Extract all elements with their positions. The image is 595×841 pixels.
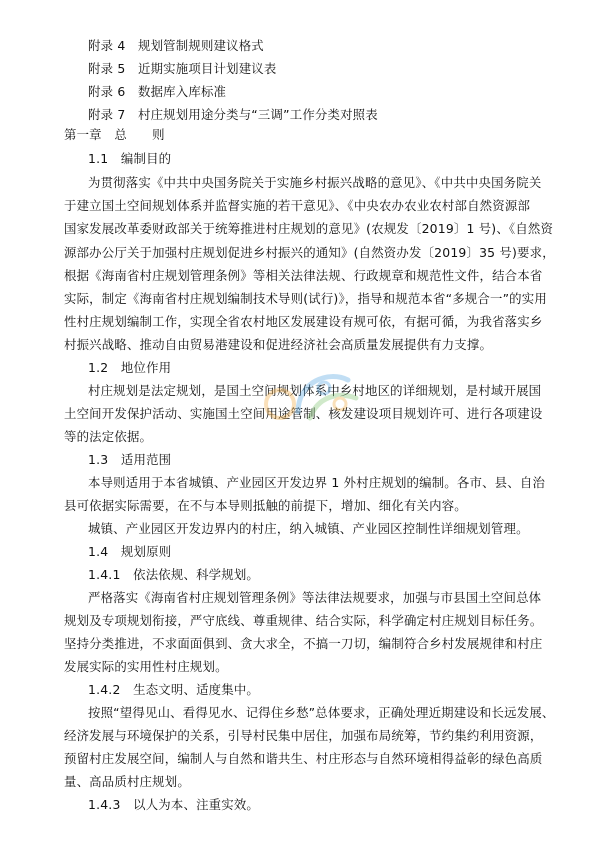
appendix-item-6: 附录 6 数据库入库标准 (88, 84, 227, 99)
appendix-item-7: 附录 7 村庄规划用途分类与“三调”工作分类对照表 (88, 107, 378, 122)
paragraph-line: 规划及专项规划衔接，严守底线、尊重规律、结合实际，科学确定村庄规划目标任务。 (64, 613, 543, 628)
section-heading-1-4: 1.4 规划原则 (88, 544, 172, 559)
paragraph-line: 坚持分类推进，不求面面俱到、贪大求全，不搞一刀切，编制符合乡村发展规律和村庄 (64, 636, 543, 651)
appendix-item-5: 附录 5 近期实施项目计划建议表 (88, 61, 277, 76)
paragraph-line: 土空间开发保护活动、实施国土空间用途管制、核发建设项目规划许可、进行各项建设 (64, 406, 543, 421)
appendix-item-4: 附录 4 规划管制规则建议格式 (88, 38, 264, 53)
paragraph-line: 经济发展与环境保护的关系，引导村民集中居住，加强布局统筹，节约集约利用资源， (64, 728, 543, 743)
paragraph-line: 等的法定依据。 (64, 429, 153, 444)
section-heading-1-2: 1.2 地位作用 (88, 360, 172, 375)
paragraph-line: 村振兴战略、推动自由贸易港建设和促进经济社会高质量发展提供有力支撑。 (64, 337, 493, 352)
paragraph-line: 性村庄规划编制工作，实现全省农村地区发展建设有规可依，有据可循，为我省落实乡 (64, 314, 543, 329)
paragraph-line: 国家发展改革委财政部关于统筹推进村庄规划的意见》(农规发〔2019〕1 号)、《自然资 (64, 221, 554, 236)
section-heading-1-4-1: 1.4.1 依法依规、科学规划。 (88, 567, 260, 582)
paragraph-line: 实际，制定《海南省村庄规划编制技术导则(试行)》，指导和规范本省“多规合一”的实用 (64, 291, 547, 306)
paragraph-line: 严格落实《海南省村庄规划管理条例》等法律法规要求，加强与市县国土空间总体 (88, 590, 542, 605)
paragraph-line: 量、高品质村庄规划。 (64, 774, 190, 789)
paragraph-line: 根据《海南省村庄规划管理条例》等相关法律法规、行政规章和规范性文件，结合本省 (64, 268, 543, 283)
paragraph-line: 发展实际的实用性村庄规划。 (64, 659, 228, 674)
paragraph-line: 村庄规划是法定规划，是国土空间规划体系中乡村地区的详细规划，是村域开展国 (88, 383, 542, 398)
paragraph-line: 为贯彻落实《中共中央国务院关于实施乡村振兴战略的意见》、《中共中央国务院关 (88, 175, 542, 190)
paragraph-line: 按照“望得见山、看得见水、记得住乡愁”总体要求，正确处理近期建设和长远发展、 (88, 705, 555, 720)
section-heading-1-3: 1.3 适用范围 (88, 452, 172, 467)
paragraph-line: 城镇、产业园区开发边界内的村庄，纳入城镇、产业园区控制性详细规划管理。 (88, 521, 529, 536)
chapter-title: 第一章 总 则 (64, 127, 165, 142)
section-heading-1-4-2: 1.4.2 生态文明、适度集中。 (88, 682, 260, 697)
paragraph-line: 本导则适用于本省城镇、产业园区开发边界 1 外村庄规划的编制。各市、县、自治 (88, 475, 546, 490)
paragraph-line: 于建立国土空间规划体系并监督实施的若干意见》、《中央农办农业农村部自然资源部 (64, 198, 531, 213)
section-heading-1-4-3: 1.4.3 以人为本、注重实效。 (88, 797, 260, 812)
paragraph-line: 预留村庄发展空间，编制人与自然和谐共生、村庄形态与自然环境相得益彰的绿色高质 (64, 751, 543, 766)
paragraph-line: 源部办公厅关于加强村庄规划促进乡村振兴的通知》(自然资办发〔2019〕35 号)要求， (64, 245, 555, 260)
section-heading-1-1: 1.1 编制目的 (88, 151, 172, 166)
paragraph-line: 县可依据实际需要，在不与本导则抵触的前提下，增加、细化有关内容。 (64, 498, 467, 513)
